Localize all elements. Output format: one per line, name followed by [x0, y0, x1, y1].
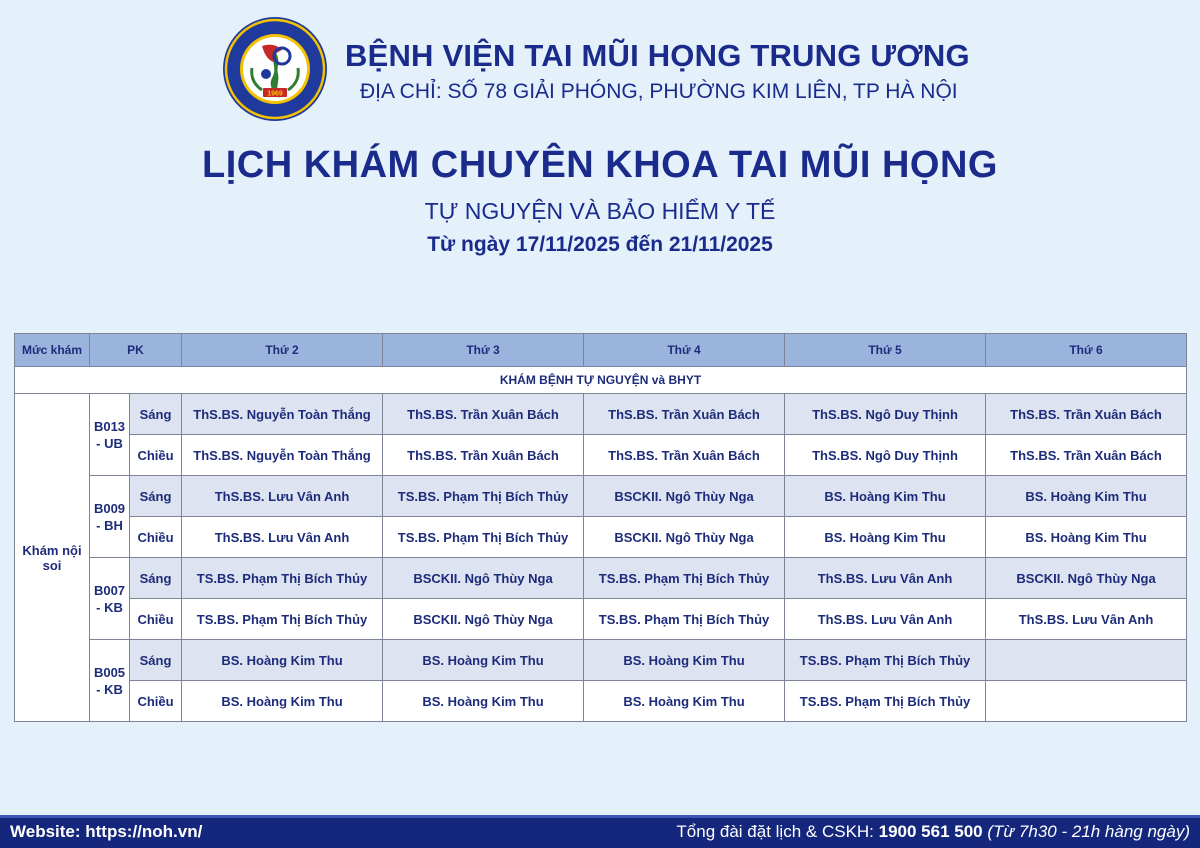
session-label: Chiều [130, 517, 182, 558]
doctor-cell: ThS.BS. Lưu Vân Anh [182, 476, 383, 517]
table-row [15, 640, 1187, 681]
footer-stripe [0, 815, 1200, 818]
col-header-day: Thứ 2 [182, 334, 383, 367]
doctor-cell: ThS.BS. Lưu Vân Anh [986, 599, 1187, 640]
section-row [15, 367, 1187, 394]
doctor-cell [986, 640, 1187, 681]
doctor-cell: BS. Hoàng Kim Thu [986, 517, 1187, 558]
col-header-level: Mức khám [15, 334, 90, 367]
doctor-cell: ThS.BS. Trần Xuân Bách [383, 394, 584, 435]
session-label: Chiều [130, 599, 182, 640]
doctor-cell: ThS.BS. Trần Xuân Bách [383, 435, 584, 476]
session-label: Chiều [130, 435, 182, 476]
website-link[interactable]: Website: https://noh.vn/ [10, 822, 203, 841]
room-code: B007 - KB [90, 558, 130, 640]
doctor-cell: TS.BS. Phạm Thị Bích Thủy [584, 558, 785, 599]
doctor-cell: BS. Hoàng Kim Thu [785, 476, 986, 517]
doctor-cell [986, 681, 1187, 722]
doctor-cell: BSCKII. Ngô Thùy Nga [986, 558, 1187, 599]
doctor-cell: ThS.BS. Ngô Duy Thịnh [785, 394, 986, 435]
date-range: Từ ngày 17/11/2025 đến 21/11/2025 [427, 233, 773, 256]
doctor-cell: ThS.BS. Trần Xuân Bách [986, 394, 1187, 435]
col-header-day: Thứ 6 [986, 334, 1187, 367]
hospital-name: BỆNH VIỆN TAI MŨI HỌNG TRUNG ƯƠNG [345, 38, 970, 73]
session-label: Sáng [130, 394, 182, 435]
doctor-cell: ThS.BS. Ngô Duy Thịnh [785, 435, 986, 476]
doctor-cell: BSCKII. Ngô Thùy Nga [584, 476, 785, 517]
table-row [15, 558, 1187, 599]
doctor-cell: TS.BS. Phạm Thị Bích Thủy [785, 640, 986, 681]
room-code: B013 - UB [90, 394, 130, 476]
doctor-cell: TS.BS. Phạm Thị Bích Thủy [383, 517, 584, 558]
hospital-logo [222, 16, 328, 122]
hotline-info [676, 822, 1190, 842]
doctor-cell: TS.BS. Phạm Thị Bích Thủy [584, 599, 785, 640]
session-label: Sáng [130, 640, 182, 681]
doctor-cell: ThS.BS. Nguyễn Toàn Thắng [182, 435, 383, 476]
room-code: B005 - KB [90, 640, 130, 722]
doctor-cell: ThS.BS. Trần Xuân Bách [986, 435, 1187, 476]
doctor-cell: BS. Hoàng Kim Thu [182, 681, 383, 722]
session-label: Sáng [130, 476, 182, 517]
page-subtitle: TỰ NGUYỆN VÀ BẢO HIỂM Y TẾ [424, 198, 776, 224]
doctor-cell: ThS.BS. Lưu Vân Anh [785, 558, 986, 599]
table-row [15, 394, 1187, 435]
session-label: Chiều [130, 681, 182, 722]
doctor-cell: BSCKII. Ngô Thùy Nga [584, 517, 785, 558]
hotline-hours: (Từ 7h30 - 21h hàng ngày) [982, 822, 1190, 841]
table-row [15, 599, 1187, 640]
hospital-address: ĐỊA CHỈ: SỐ 78 GIẢI PHÓNG, PHƯỜNG KIM LIÊN, TP HÀ NỘI [360, 80, 958, 103]
doctor-cell: TS.BS. Phạm Thị Bích Thủy [785, 681, 986, 722]
room-code: B009 - BH [90, 476, 130, 558]
doctor-cell: BS. Hoàng Kim Thu [182, 640, 383, 681]
col-header-day: Thứ 4 [584, 334, 785, 367]
table-row [15, 476, 1187, 517]
doctor-cell: BS. Hoàng Kim Thu [584, 640, 785, 681]
doctor-cell: TS.BS. Phạm Thị Bích Thủy [182, 558, 383, 599]
doctor-cell: TS.BS. Phạm Thị Bích Thủy [182, 599, 383, 640]
table-row [15, 681, 1187, 722]
table-header-row [15, 334, 1187, 367]
doctor-cell: BSCKII. Ngô Thùy Nga [383, 599, 584, 640]
doctor-cell: TS.BS. Phạm Thị Bích Thủy [383, 476, 584, 517]
doctor-cell: BS. Hoàng Kim Thu [986, 476, 1187, 517]
session-label: Sáng [130, 558, 182, 599]
doctor-cell: ThS.BS. Lưu Vân Anh [785, 599, 986, 640]
col-header-day: Thứ 3 [383, 334, 584, 367]
section-label: KHÁM BỆNH TỰ NGUYỆN và BHYT [15, 367, 1187, 394]
doctor-cell: BS. Hoàng Kim Thu [383, 681, 584, 722]
hotline-number[interactable]: 1900 561 500 [878, 822, 983, 841]
col-header-room: PK [90, 334, 182, 367]
table-row [15, 517, 1187, 558]
doctor-cell: BS. Hoàng Kim Thu [785, 517, 986, 558]
col-header-day: Thứ 5 [785, 334, 986, 367]
doctor-cell: BS. Hoàng Kim Thu [584, 681, 785, 722]
exam-level: Khám nội soi [15, 394, 90, 722]
doctor-cell: ThS.BS. Trần Xuân Bách [584, 435, 785, 476]
doctor-cell: BS. Hoàng Kim Thu [383, 640, 584, 681]
footer-bar [0, 815, 1200, 848]
table-row [15, 435, 1187, 476]
doctor-cell: ThS.BS. Lưu Vân Anh [182, 517, 383, 558]
doctor-cell: ThS.BS. Nguyễn Toàn Thắng [182, 394, 383, 435]
svg-text:1969: 1969 [267, 90, 283, 98]
hotline-label: Tổng đài đặt lịch & CSKH: [676, 822, 879, 841]
schedule-table [14, 333, 1187, 722]
page-title: LỊCH KHÁM CHUYÊN KHOA TAI MŨI HỌNG [202, 144, 998, 186]
doctor-cell: ThS.BS. Trần Xuân Bách [584, 394, 785, 435]
doctor-cell: BSCKII. Ngô Thùy Nga [383, 558, 584, 599]
